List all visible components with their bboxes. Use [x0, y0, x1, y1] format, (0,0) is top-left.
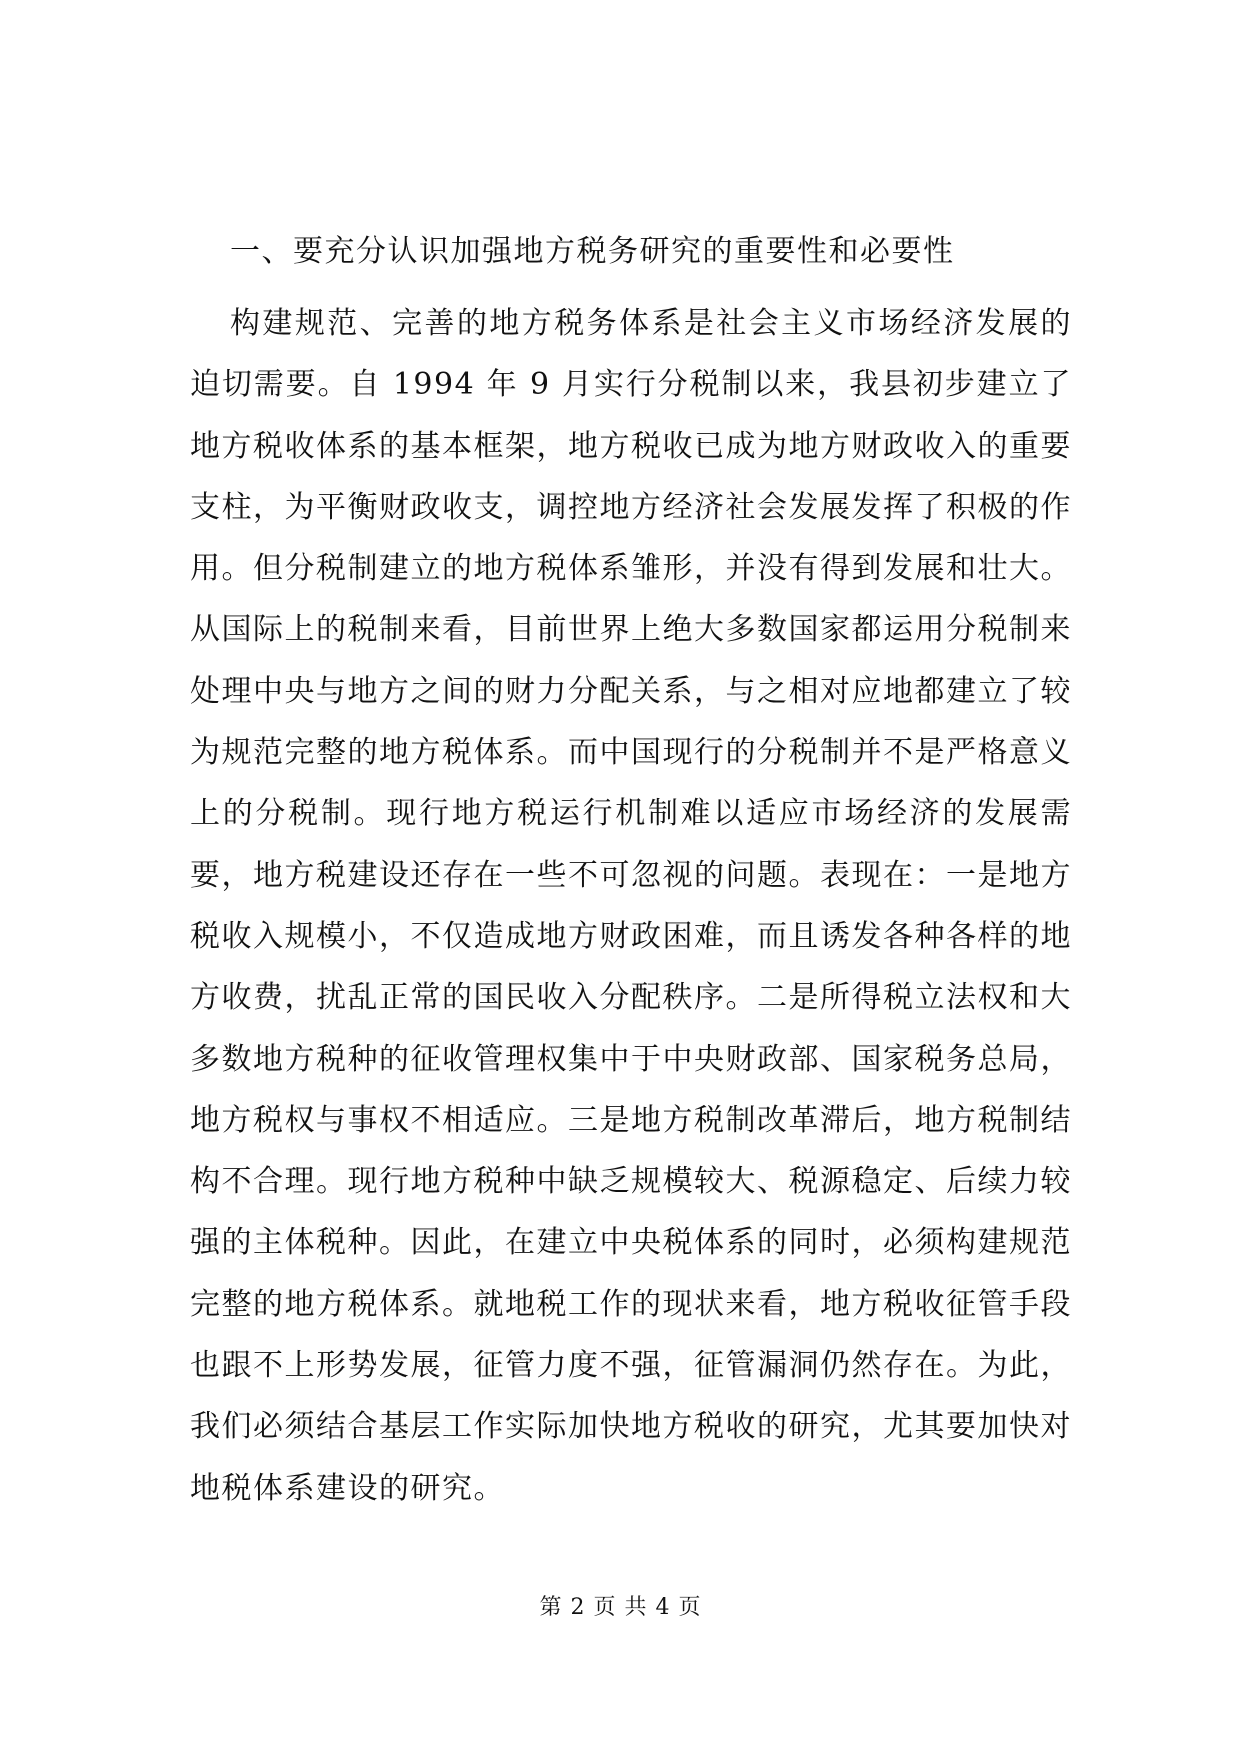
page-number-footer: 第 2 页 共 4 页: [539, 1595, 702, 1620]
section-heading: 一、要充分认识加强地方税务研究的重要性和必要性: [230, 234, 955, 269]
body-paragraph: 构建规范、完善的地方税务体系是社会主义市场经济发展的迫切需要。自 1994 年 9 月实行分税制以来，我县初步建立了地方税收体系的基本框架，地方税收已成为地方财政收入的重要支柱，为平衡财政收支，调控地方经济社会发展发挥了积极的作用。但分税制建立的地方税体系雏形，并没有得到发展和壮大。从国际上的税制来看，目前世界上绝大多数国家都运用分税制来处理中央与地方之间的财力分配关系，与之相对应地都建立了较为规范完整的地方税体系。而中国现行的分税制并不是严格意义上的分税制。现行地方税运行机制难以适应市场经济的发展需要，地方税建设还存在一些不可忽视的问题。表现在：一是地方税收入规模小，不仅造成地方财政困难，而且诱发各种各样的地方收费，扰乱正常的国民收入分配秩序。二是所得税立法权和大多数地方税种的征收管理权集中于中央财政部、国家税务总局，地方税权与事权不相适应。三是地方税制改革滞后，地方税制结构不合理。现行地方税种中缺乏规模较大、税源稳定、后续力较强的主体税种。因此，在建立中央税体系的同时，必须构建规范完整的地方税体系。就地税工作的现状来看，地方税收征管手段也跟不上形势发展，征管力度不强，征管漏洞仍然存在。为此，我们必须结合基层工作实际加快地方税收的研究，尤其要加快对地税体系建设的研究。: [190, 306, 1072, 1506]
